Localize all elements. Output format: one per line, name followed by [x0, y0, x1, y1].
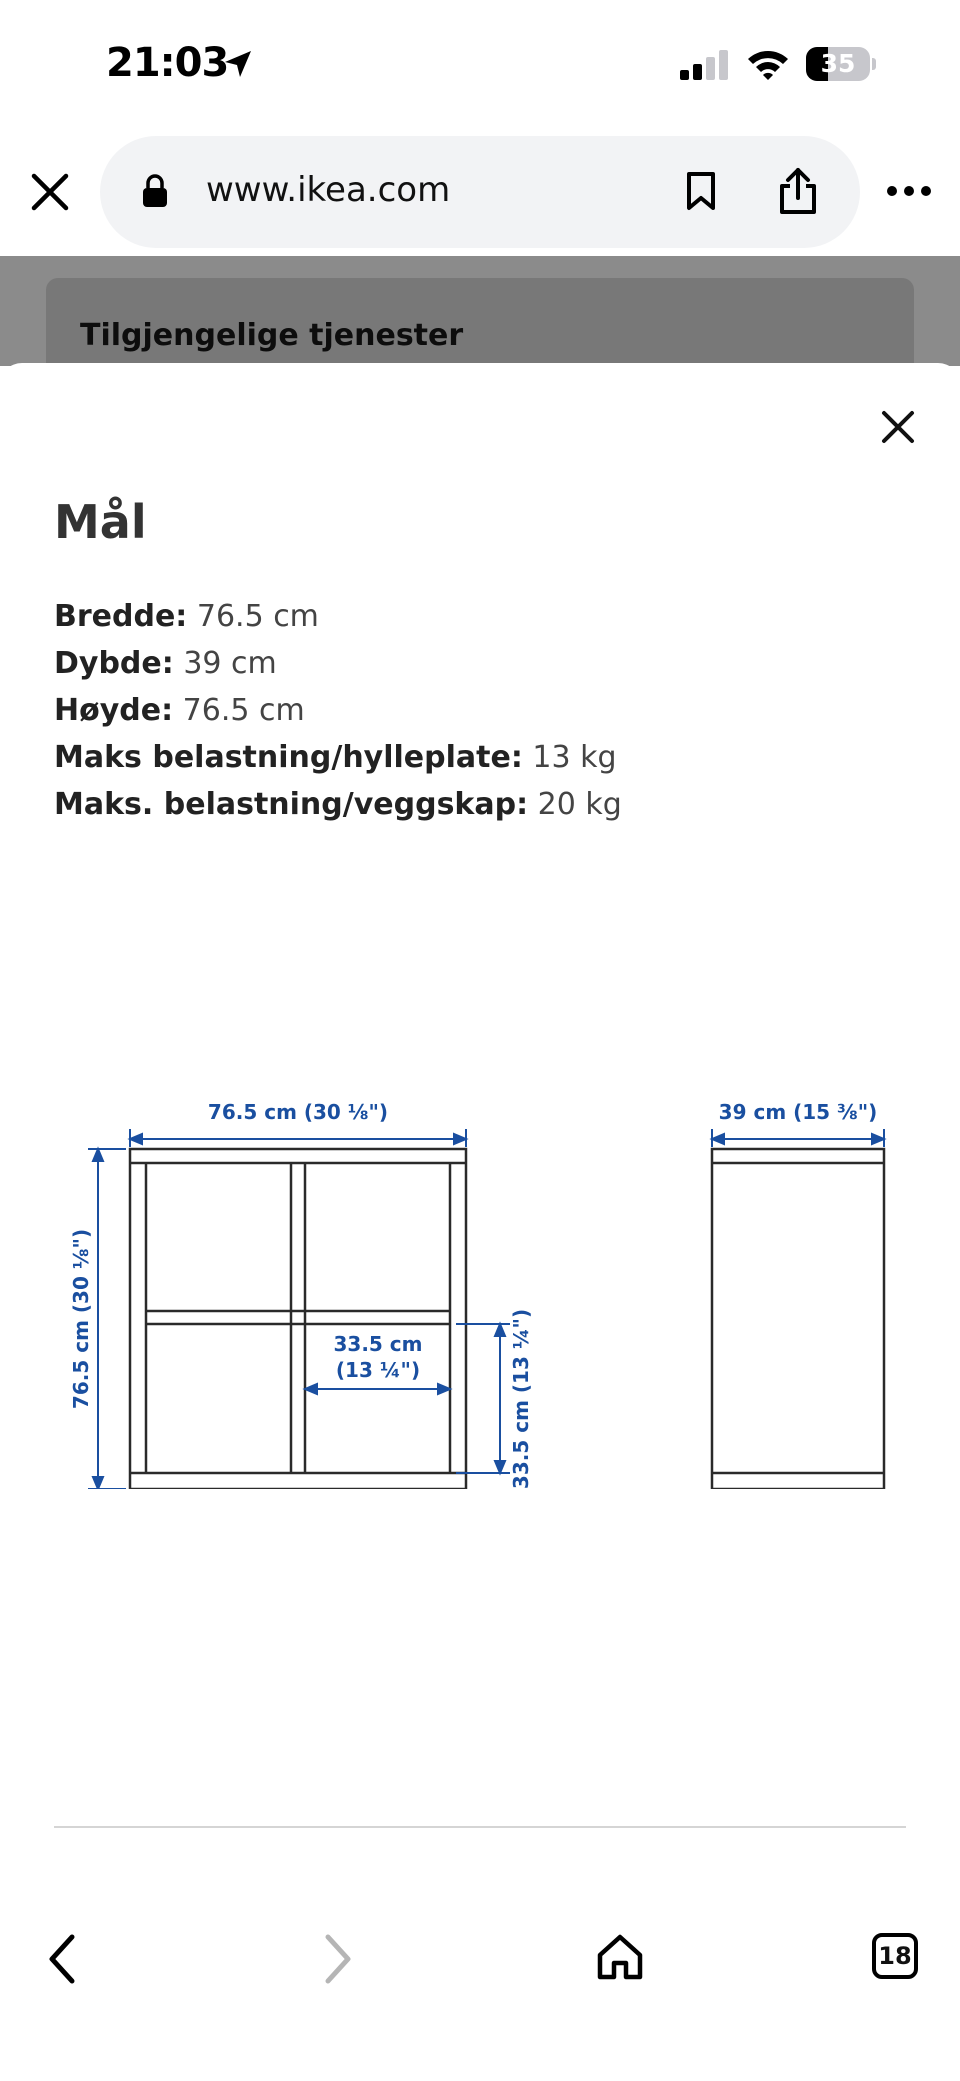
more-icon[interactable] — [886, 184, 932, 198]
dimension-label: Bredde: — [54, 599, 188, 634]
location-arrow-icon — [222, 48, 254, 80]
dimension-value: 20 kg — [537, 787, 622, 822]
compartment-width-label-inches: (13 ¼") — [335, 1358, 421, 1382]
services-title: Tilgjengelige tjenester — [80, 318, 464, 353]
width-label: 76.5 cm (30 ⅛") — [207, 1100, 389, 1124]
compartment-width-label: 33.5 cm — [333, 1332, 423, 1356]
back-icon[interactable] — [42, 1931, 82, 1987]
forward-icon[interactable] — [318, 1931, 358, 1987]
tabs-icon[interactable]: 18 — [872, 1933, 918, 1979]
dimension-label: Høyde: — [54, 693, 174, 728]
dimension-label: Maks belastning/hylleplate: — [54, 740, 523, 775]
bookmark-icon[interactable] — [684, 170, 718, 212]
home-icon[interactable] — [594, 1931, 646, 1983]
dimension-value: 76.5 cm — [182, 693, 305, 728]
side-view — [712, 1149, 884, 1489]
dimension-value: 76.5 cm — [196, 599, 319, 634]
lock-icon — [142, 174, 168, 208]
dimension-label: Dybde: — [54, 646, 174, 681]
compartment-height-label: 33.5 cm (13 ¼") — [509, 1308, 533, 1489]
background-page — [0, 256, 960, 366]
close-icon[interactable] — [880, 409, 916, 445]
dimension-row — [54, 593, 622, 640]
share-icon[interactable] — [776, 166, 820, 216]
battery-cap — [872, 58, 876, 70]
signal-icon — [680, 50, 732, 82]
dimension-value: 39 cm — [183, 646, 277, 681]
sheet-title: Mål — [54, 495, 147, 549]
clock: 21:03 — [106, 40, 229, 86]
close-icon[interactable] — [28, 170, 72, 214]
battery-percent: 35 — [820, 49, 856, 78]
dimension-row — [54, 640, 622, 687]
browser-toolbar — [0, 130, 960, 256]
height-label: 76.5 cm (30 ⅛") — [69, 1228, 93, 1410]
bottom-toolbar — [0, 1903, 960, 2081]
dimension-row — [54, 781, 622, 828]
status-bar — [0, 0, 960, 130]
dimension-list — [54, 593, 622, 828]
dimension-value: 13 kg — [532, 740, 617, 775]
wifi-icon — [746, 48, 790, 82]
url-text[interactable]: www.ikea.com — [206, 170, 451, 210]
divider — [54, 1826, 906, 1828]
battery-icon — [806, 47, 870, 81]
dimension-row — [54, 687, 622, 734]
dimensions-sheet — [0, 363, 960, 1903]
address-bar[interactable] — [100, 136, 860, 248]
dimension-row — [54, 734, 622, 781]
depth-label: 39 cm (15 ⅜") — [718, 1100, 878, 1124]
dimension-drawing — [60, 1089, 900, 1489]
front-view — [130, 1149, 466, 1489]
dimension-label: Maks. belastning/veggskap: — [54, 787, 529, 822]
